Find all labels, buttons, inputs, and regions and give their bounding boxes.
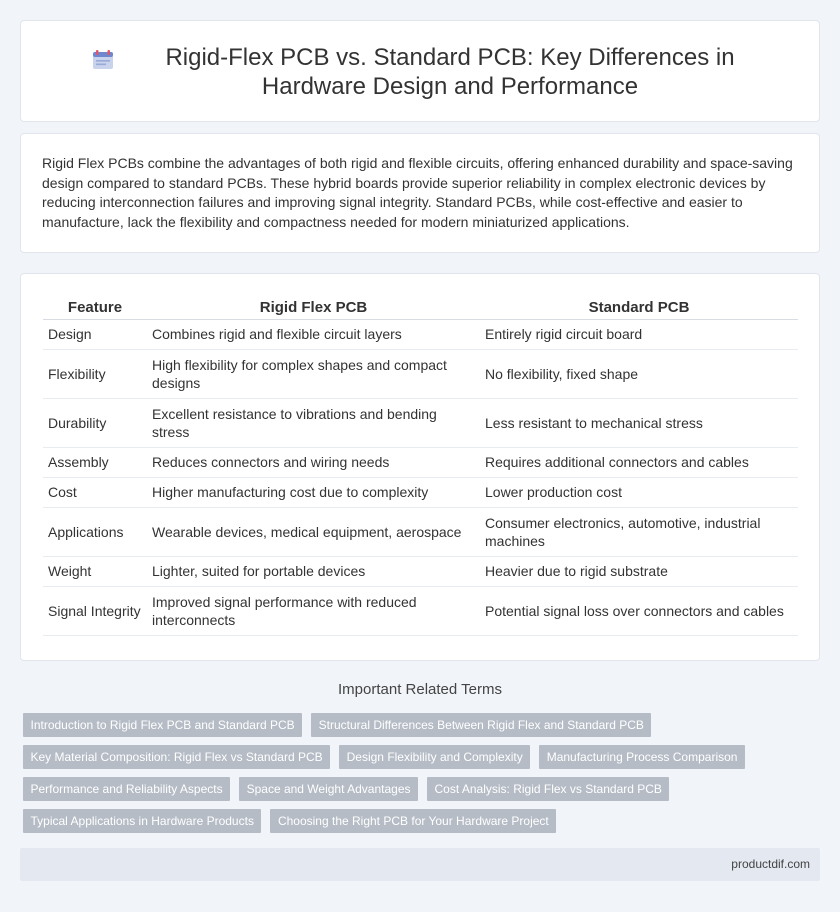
cell-standard: Heavier due to rigid substrate bbox=[480, 556, 798, 586]
cell-standard: Lower production cost bbox=[480, 477, 798, 507]
cell-feature: Flexibility bbox=[43, 349, 147, 398]
cell-standard: No flexibility, fixed shape bbox=[480, 349, 798, 398]
cell-feature: Applications bbox=[43, 507, 147, 556]
cell-feature: Assembly bbox=[43, 447, 147, 477]
footer bbox=[20, 848, 820, 881]
table-row bbox=[43, 507, 798, 556]
related-terms-list bbox=[23, 713, 823, 841]
related-term-tag[interactable]: Introduction to Rigid Flex PCB and Standard PCB bbox=[23, 713, 302, 737]
cell-rigid: Lighter, suited for portable devices bbox=[147, 556, 480, 586]
related-term-tag[interactable]: Key Material Composition: Rigid Flex vs Standard PCB bbox=[23, 745, 330, 769]
cell-feature: Weight bbox=[43, 556, 147, 586]
comparison-table bbox=[43, 296, 798, 636]
related-term-tag[interactable]: Structural Differences Between Rigid Flex and Standard PCB bbox=[311, 713, 651, 737]
table-row bbox=[43, 447, 798, 477]
header-feature: Feature bbox=[67, 298, 123, 316]
cell-rigid: Reduces connectors and wiring needs bbox=[147, 447, 480, 477]
footer-site-link[interactable]: productdif.com bbox=[731, 857, 810, 871]
cell-standard: Consumer electronics, automotive, industrial machines bbox=[480, 507, 798, 556]
cell-rigid: Wearable devices, medical equipment, aerospace bbox=[147, 507, 480, 556]
comparison-card bbox=[20, 273, 820, 661]
related-term-tag[interactable]: Space and Weight Advantages bbox=[239, 777, 418, 801]
cell-rigid: Excellent resistance to vibrations and bending stress bbox=[147, 398, 480, 447]
related-term-tag[interactable]: Cost Analysis: Rigid Flex vs Standard PCB bbox=[427, 777, 669, 801]
page-title: Rigid-Flex PCB vs. Standard PCB: Key Differences in Hardware Design and Performance bbox=[165, 44, 735, 100]
summary-text: Rigid Flex PCBs combine the advantages of both rigid and flexible circuits, offering enhanced durability and space-saving design compared to standard PCBs. These hybrid boards provide superior reliability in complex electronic devices by reducing interconnection failures and improving signal integrity. Standard PCBs, while cost-effective and easier to manufacture, lack the flexibility and compactness needed for modern miniaturized applications. bbox=[42, 155, 793, 230]
table-header-row bbox=[43, 296, 798, 319]
header-standard: Standard PCB bbox=[588, 298, 690, 316]
related-term-tag[interactable]: Choosing the Right PCB for Your Hardware Project bbox=[270, 809, 556, 833]
cell-feature: Design bbox=[43, 319, 147, 349]
related-term-tag[interactable]: Performance and Reliability Aspects bbox=[23, 777, 230, 801]
cell-standard: Less resistant to mechanical stress bbox=[480, 398, 798, 447]
cell-rigid: Combines rigid and flexible circuit layers bbox=[147, 319, 480, 349]
cell-rigid: High flexibility for complex shapes and compact designs bbox=[147, 349, 480, 398]
cell-rigid: Higher manufacturing cost due to complexity bbox=[147, 477, 480, 507]
cell-standard: Potential signal loss over connectors and cables bbox=[480, 586, 798, 635]
table-row bbox=[43, 477, 798, 507]
cell-standard: Requires additional connectors and cables bbox=[480, 447, 798, 477]
table-row bbox=[43, 556, 798, 586]
cell-rigid: Improved signal performance with reduced interconnects bbox=[147, 586, 480, 635]
cell-feature: Durability bbox=[43, 398, 147, 447]
cell-feature: Cost bbox=[43, 477, 147, 507]
table-row bbox=[43, 586, 798, 635]
title-card bbox=[20, 20, 820, 122]
summary-card bbox=[20, 133, 820, 253]
table-row bbox=[43, 349, 798, 398]
related-term-tag[interactable]: Design Flexibility and Complexity bbox=[339, 745, 530, 769]
cell-standard: Entirely rigid circuit board bbox=[480, 319, 798, 349]
table-row bbox=[43, 319, 798, 349]
related-terms-title: Important Related Terms bbox=[338, 681, 502, 698]
header-rigid-flex: Rigid Flex PCB bbox=[259, 298, 368, 316]
table-row bbox=[43, 398, 798, 447]
related-term-tag[interactable]: Typical Applications in Hardware Products bbox=[23, 809, 261, 833]
cell-feature: Signal Integrity bbox=[43, 586, 147, 635]
related-term-tag[interactable]: Manufacturing Process Comparison bbox=[539, 745, 745, 769]
